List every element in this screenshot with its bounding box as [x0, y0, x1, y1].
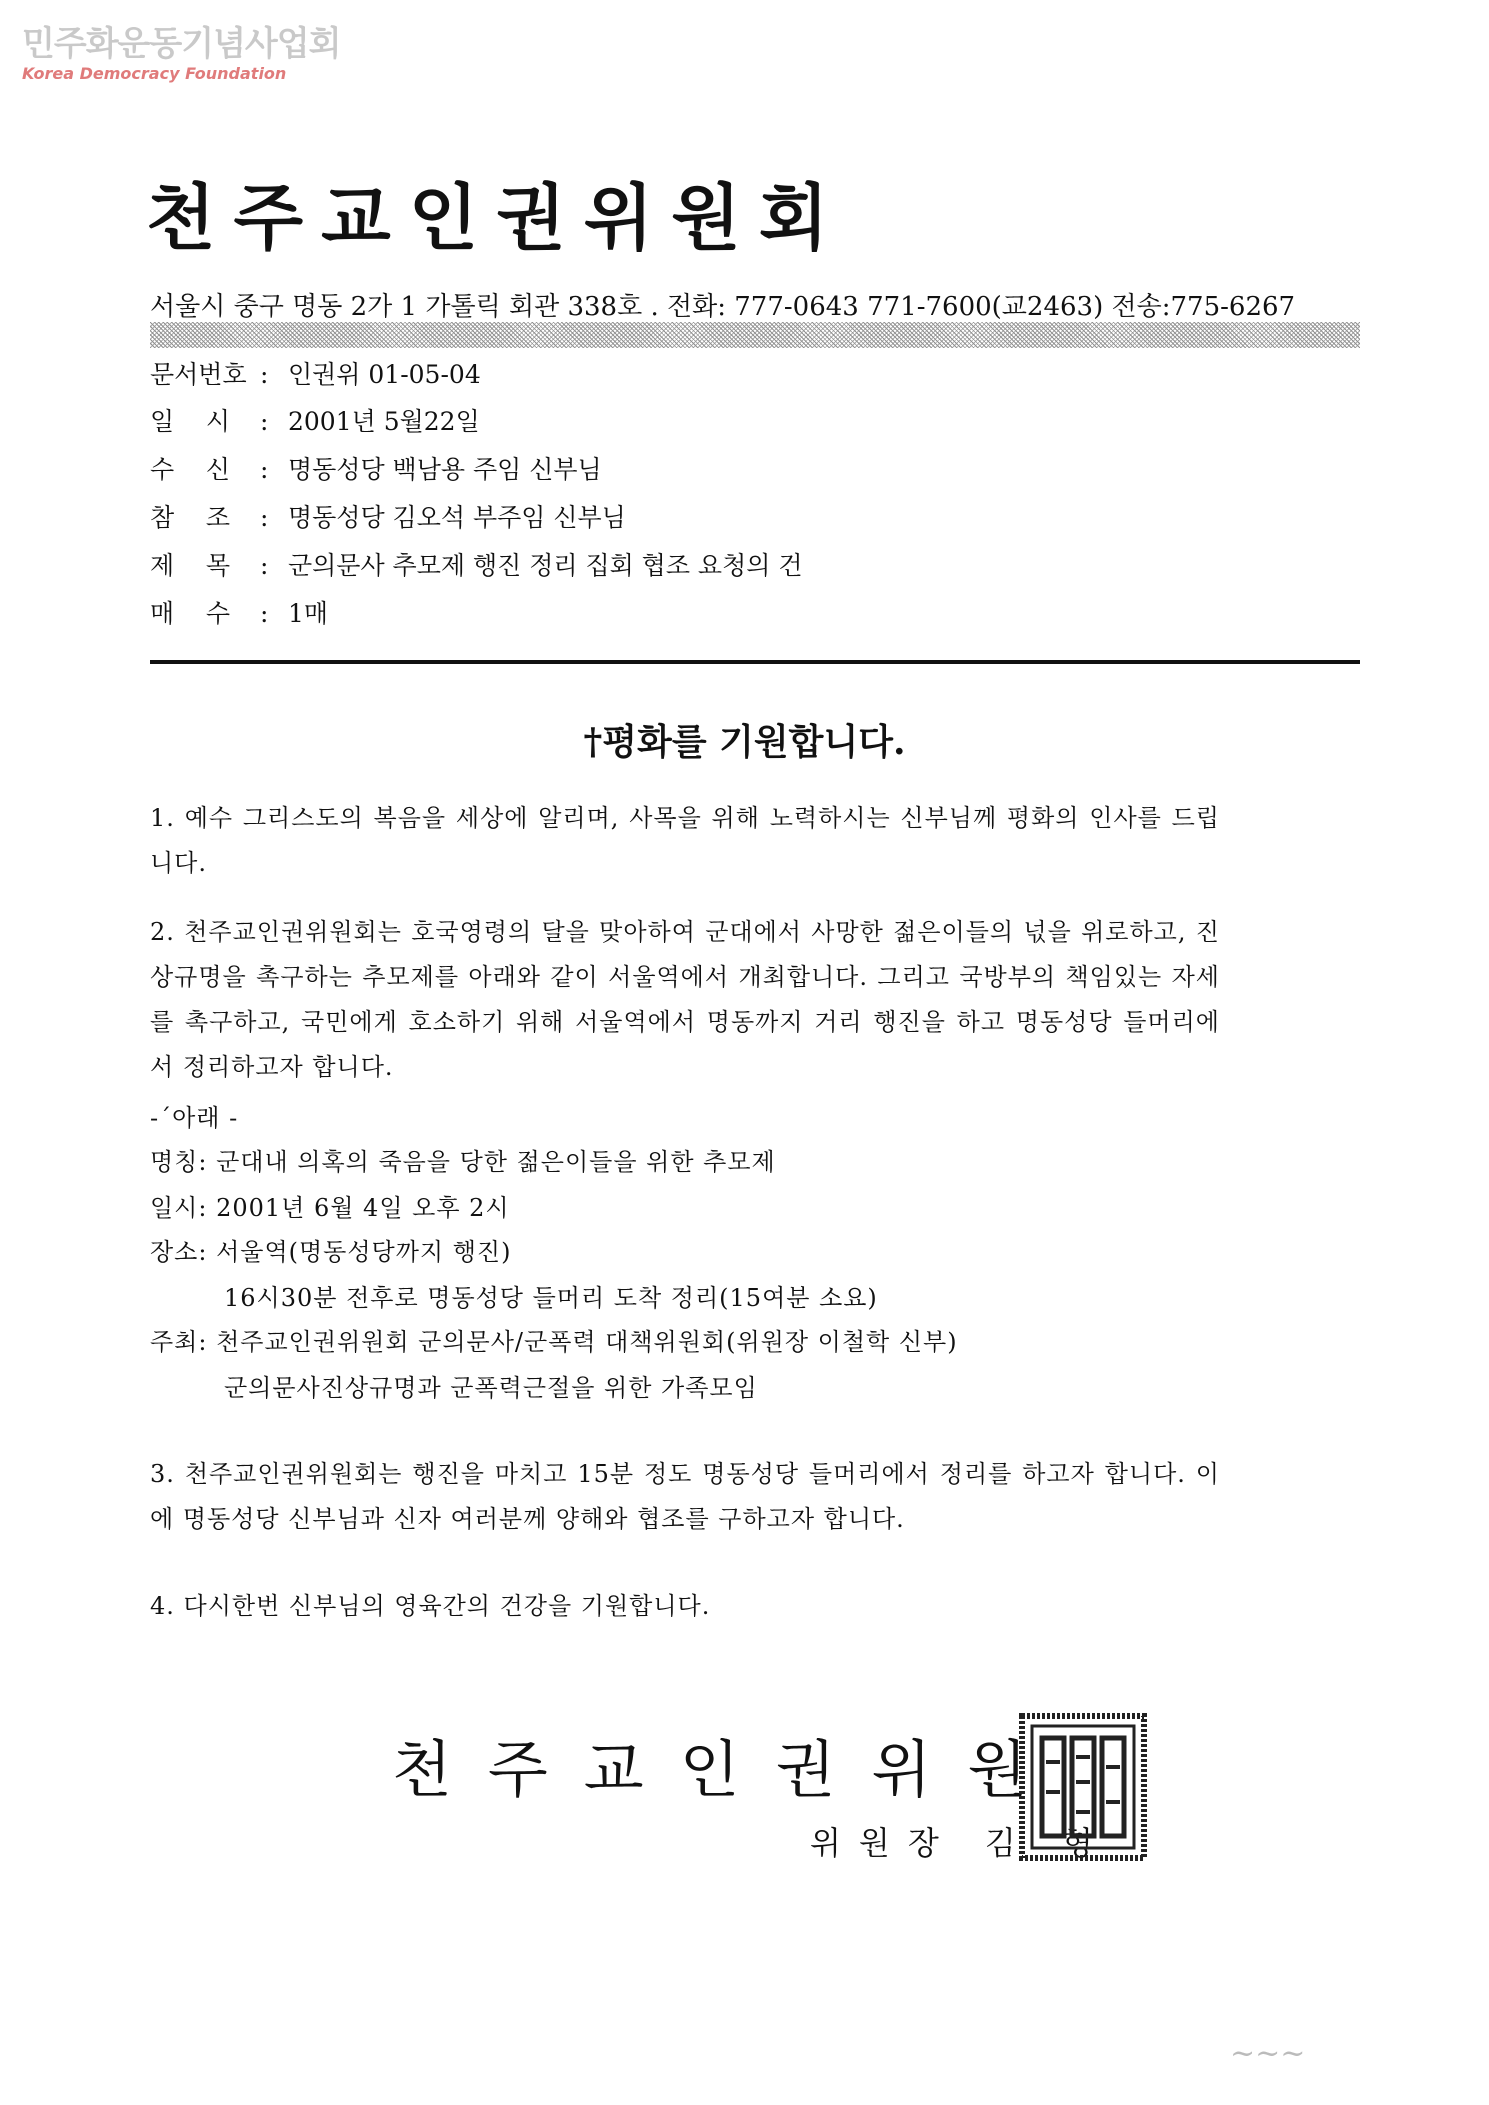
paragraph-1: 1. 예수 그리스도의 복음을 세상에 알리며, 사목을 위해 노력하시는 신부님께 평화의 인사를 드립니다. — [150, 804, 1220, 877]
foundation-watermark-english: Korea Democracy Foundation — [22, 64, 287, 83]
below-marker: -ˊ아래 - — [150, 1104, 239, 1132]
meta-sep: : — [260, 503, 269, 532]
meta-doc-number — [150, 355, 481, 391]
event-organizer-2: 군의문사진상규명과 군폭력근절을 위한 가족모임 — [224, 1374, 758, 1402]
meta-value: 2001년 5월22일 — [288, 407, 480, 436]
signature-organization: 천주교인권위원 — [392, 1733, 1064, 1806]
meta-sep: : — [260, 407, 269, 436]
official-seal-icon — [1018, 1712, 1148, 1862]
event-place-detail: 16시30분 전후로 명동성당 들머리 도착 정리(15여분 소요) — [224, 1284, 878, 1312]
meta-subject — [150, 546, 802, 582]
meta-value: 인권위 01-05-04 — [288, 360, 481, 389]
header-rule — [150, 660, 1360, 664]
meta-value: 명동성당 백남용 주임 신부님 — [288, 455, 602, 484]
signature-chairman: 위원장 김 형 — [810, 1824, 1111, 1862]
meta-date — [150, 402, 480, 438]
paragraph-2: 2. 천주교인권위원회는 호국영령의 달을 맞아하여 군대에서 사망한 젊은이들의 넋을 위로하고, 진상규명을 촉구하는 추모제를 아래와 같이 서울역에서 개최합니다. 그리고 국방부의 책임있는 자세를 촉구하고, 국민에게 호소하기 위해 서울역에서 명동까지 거리 행진을 하고 명동성당 들머리에서 정리하고자 합니다. — [150, 918, 1220, 1081]
event-name: 명칭: 군대내 의혹의 죽음을 당한 젊은이들을 위한 추모제 — [150, 1148, 776, 1176]
letterhead-address: 서울시 중구 명동 2가 1 가톨릭 회관 338호 . 전화: 777-0643 771-7600(교2463) 전송:775-6267 — [150, 292, 1296, 322]
foundation-watermark-korean: 민주화운동기념사업회 — [22, 24, 341, 64]
event-time: 일시: 2001년 6월 4일 오후 2시 — [150, 1194, 510, 1222]
meta-sep: : — [260, 360, 269, 389]
letterhead-divider — [150, 322, 1360, 348]
event-place: 장소: 서울역(명동성당까지 행진) — [150, 1238, 512, 1266]
meta-page-count — [150, 594, 328, 630]
meta-reference — [150, 498, 626, 534]
letterhead-title: 천주교인권위원회 — [146, 176, 847, 260]
event-organizer: 주최: 천주교인권위원회 군의문사/군폭력 대책위원회(위원장 이철학 신부) — [150, 1328, 958, 1356]
meta-sep: : — [260, 599, 269, 628]
paragraph-4: 4. 다시한번 신부님의 영육간의 건강을 기원합니다. — [150, 1592, 711, 1620]
meta-label: 제 목 — [150, 551, 231, 580]
meta-sep: : — [260, 551, 269, 580]
meta-value: 군의문사 추모제 행진 정리 집회 협조 요청의 건 — [288, 551, 803, 580]
meta-label: 일 시 — [150, 407, 231, 436]
paragraph-3: 3. 천주교인권위원회는 행진을 마치고 15분 정도 명동성당 들머리에서 정리를 하고자 합니다. 이에 명동성당 신부님과 신자 여러분께 양해와 협조를 구하고자 합니다. — [150, 1460, 1220, 1533]
meta-label: 참 조 — [150, 503, 231, 532]
meta-sep: : — [260, 455, 269, 484]
meta-value: 1매 — [288, 599, 329, 628]
meta-label: 문서번호 — [150, 360, 247, 389]
meta-value: 명동성당 김오석 부주임 신부님 — [288, 503, 626, 532]
meta-recipient — [150, 450, 602, 486]
meta-label: 매 수 — [150, 599, 231, 628]
greeting-heading: †평화를 기원합니다. — [583, 721, 906, 763]
handwritten-page-mark: ~~~ — [1230, 2036, 1306, 2071]
meta-label: 수 신 — [150, 455, 231, 484]
